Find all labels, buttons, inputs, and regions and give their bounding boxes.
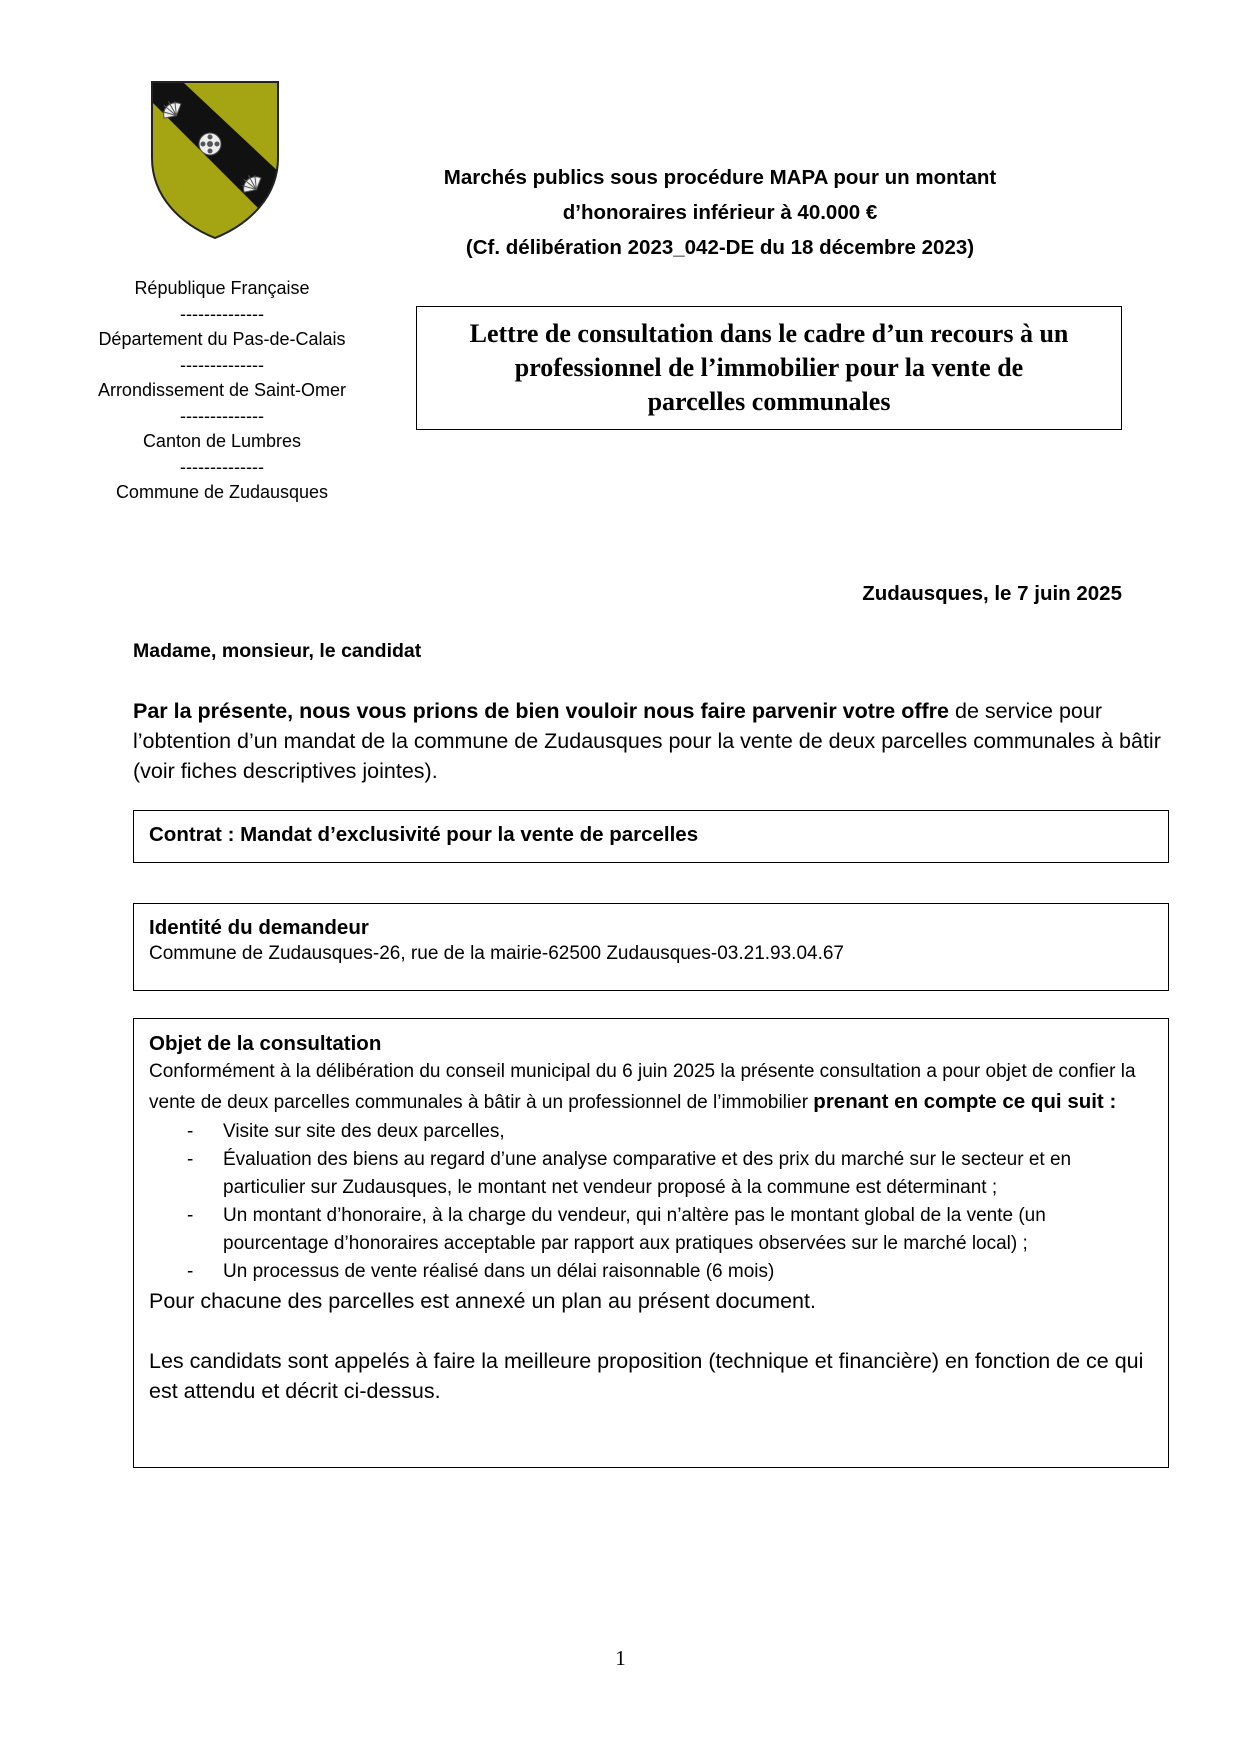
closing-note: Les candidats sont appelés à faire la meilleure proposition (technique et financière) en fonction de ce qui est attendu et décrit ci-dessus. <box>149 1349 1144 1403</box>
document-title-box <box>416 306 1122 430</box>
mapa-line: Marchés publics sous procédure MAPA pour un montant <box>443 166 997 189</box>
title-line: parcelles communales <box>647 387 891 416</box>
intro-paragraph <box>133 696 1173 786</box>
wheel-cross-icon <box>199 133 221 155</box>
admin-separator: -------------- <box>180 405 264 426</box>
intro-bold: Par la présente, nous vous prions de bien vouloir nous faire parvenir votre offre <box>133 699 950 723</box>
object-bold: prenant en compte ce qui suit : <box>813 1090 1117 1113</box>
letter-date: Zudausques, le 7 juin 2025 <box>862 582 1122 605</box>
title-line: Lettre de consultation dans le cadre d’un recours à un <box>469 319 1069 348</box>
object-heading: Objet de la consultation <box>149 1032 382 1055</box>
list-item: - Visite sur site des deux parcelles, <box>187 1121 505 1142</box>
admin-separator: -------------- <box>180 303 264 324</box>
contract-label: Contrat : Mandat d’exclusivité pour la vente de parcelles <box>149 823 699 846</box>
intro-text: de service pour l’obtention d’un mandat de la commune de Zudausques pour la vente de deux parcelles communales à bâtir (voir fiches descriptives jointes). <box>133 699 1161 783</box>
object-bullet-list <box>149 1118 1156 1286</box>
coat-of-arms-icon <box>148 78 282 242</box>
administrative-header <box>72 276 372 506</box>
identity-heading: Identité du demandeur <box>149 916 369 939</box>
mapa-line: (Cf. délibération 2023_042-DE du 18 décembre 2023) <box>465 236 975 259</box>
admin-canton: Canton de Lumbres <box>142 431 302 451</box>
procurement-header <box>400 160 1040 265</box>
salutation: Madame, monsieur, le candidat <box>133 640 422 662</box>
admin-separator: -------------- <box>180 354 264 375</box>
object-paragraph <box>149 1057 1156 1118</box>
admin-commune: Commune de Zudausques <box>115 482 329 502</box>
mapa-line: d’honoraires inférieur à 40.000 € <box>562 201 878 224</box>
object-text: Conformément à la délibération du conseil municipal du 6 juin 2025 la présente consultation a pour objet de confier la vente de deux parcelles communales à bâtir à un professionnel de l’immobilier <box>149 1061 1136 1113</box>
admin-separator: -------------- <box>180 456 264 477</box>
identity-text: Commune de Zudausques-26, rue de la mairie-62500 Zudausques-03.21.93.04.67 <box>149 943 845 964</box>
list-item: - Évaluation des biens au regard d’une analyse comparative et des prix du marché sur le secteur et en particulier sur Zudausques, le montant net vendeur proposé à la commune est déterminant ; <box>187 1149 1072 1198</box>
admin-arrondissement: Arrondissement de Saint-Omer <box>97 380 347 400</box>
admin-department: Département du Pas-de-Calais <box>98 329 346 349</box>
annex-note: Pour chacune des parcelles est annexé un plan au présent document. <box>149 1289 816 1313</box>
admin-republic: République Française <box>134 278 310 298</box>
page-number: 1 <box>615 1646 626 1670</box>
title-line: professionnel de l’immobilier pour la vente de <box>514 353 1024 382</box>
requester-identity-box <box>133 903 1169 991</box>
list-item: - Un processus de vente réalisé dans un délai raisonnable (6 mois) <box>187 1261 775 1282</box>
consultation-object-box <box>133 1018 1169 1468</box>
contract-box <box>133 810 1169 863</box>
list-item: - Un montant d’honoraire, à la charge du vendeur, qui n’altère pas le montant global de la vente (un pourcentage d’honoraires acceptable par rapport aux pratiques observées sur le marché local) ; <box>187 1205 1046 1254</box>
